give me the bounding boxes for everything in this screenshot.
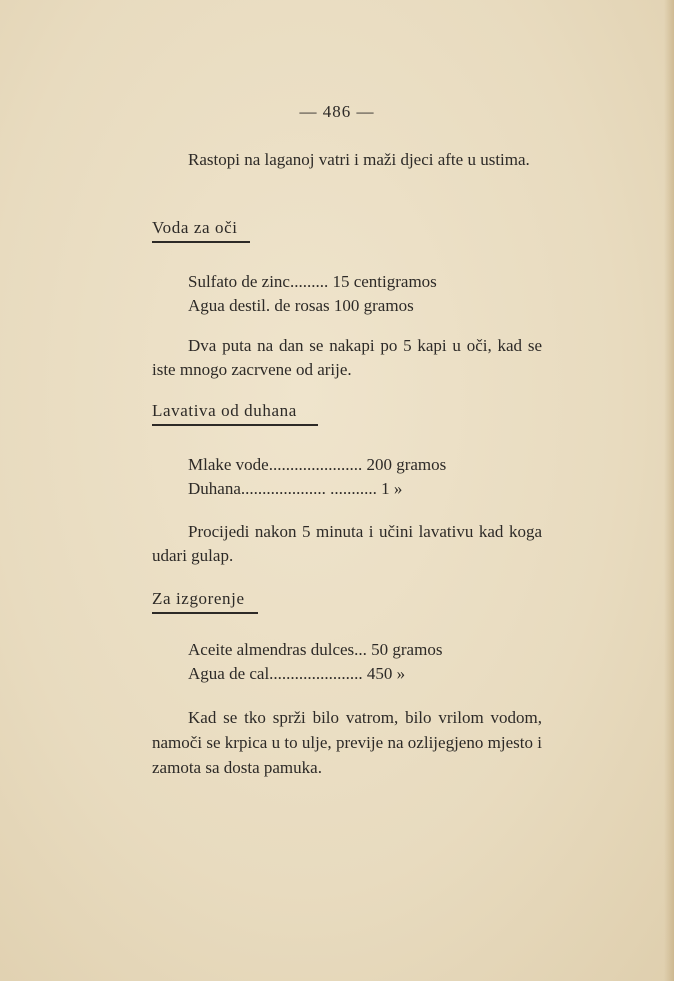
recipe-za-izgorenje bbox=[188, 638, 442, 686]
intro-paragraph: Rastopi na laganoj vatri i maži djeci afte u ustima. bbox=[188, 150, 530, 169]
ingredient-row: Aceite almendras dulces... 50 gramos bbox=[188, 640, 443, 659]
ingredient-row: Duhana.................... ........... 1 » bbox=[188, 479, 403, 498]
section-title-lavativa-od-duhana bbox=[152, 400, 318, 426]
instruction-paragraph: Procijedi nakon 5 minuta i učini lavativu kad koga udari gulap. bbox=[152, 522, 542, 565]
recipe-voda-za-oci bbox=[188, 270, 437, 318]
title-underline bbox=[152, 612, 258, 614]
section-title-voda-za-oci bbox=[152, 217, 250, 243]
section-title-text: Voda za oči bbox=[152, 218, 238, 237]
recipe-lavativa-od-duhana bbox=[188, 453, 446, 501]
instruction-paragraph: Kad se tko sprži bilo vatrom, bilo vrilom vodom, namoči se krpica u to ulje, previje na ozlijegjeno mjesto i zamota sa dosta pamuka. bbox=[152, 708, 542, 777]
section-title-za-izgorenje bbox=[152, 588, 258, 614]
instruction-paragraph: Dva puta na dan se nakapi po 5 kapi u oči, kad se iste mnogo zacrvene od arije. bbox=[152, 336, 542, 379]
ingredient-row: Sulfato de zinc......... 15 centigramos bbox=[188, 272, 437, 291]
title-underline bbox=[152, 241, 250, 243]
section-title-text: Lavativa od duhana bbox=[152, 401, 297, 420]
title-underline bbox=[152, 424, 318, 426]
page-edge bbox=[664, 0, 674, 981]
ingredient-row: Mlake vode...................... 200 gramos bbox=[188, 455, 447, 474]
ingredient-row: Agua destil. de rosas 100 gramos bbox=[188, 296, 414, 315]
ingredient-row: Agua de cal...................... 450 » bbox=[188, 664, 406, 683]
section-title-text: Za izgorenje bbox=[152, 589, 245, 608]
page-number: — 486 — bbox=[299, 102, 375, 121]
